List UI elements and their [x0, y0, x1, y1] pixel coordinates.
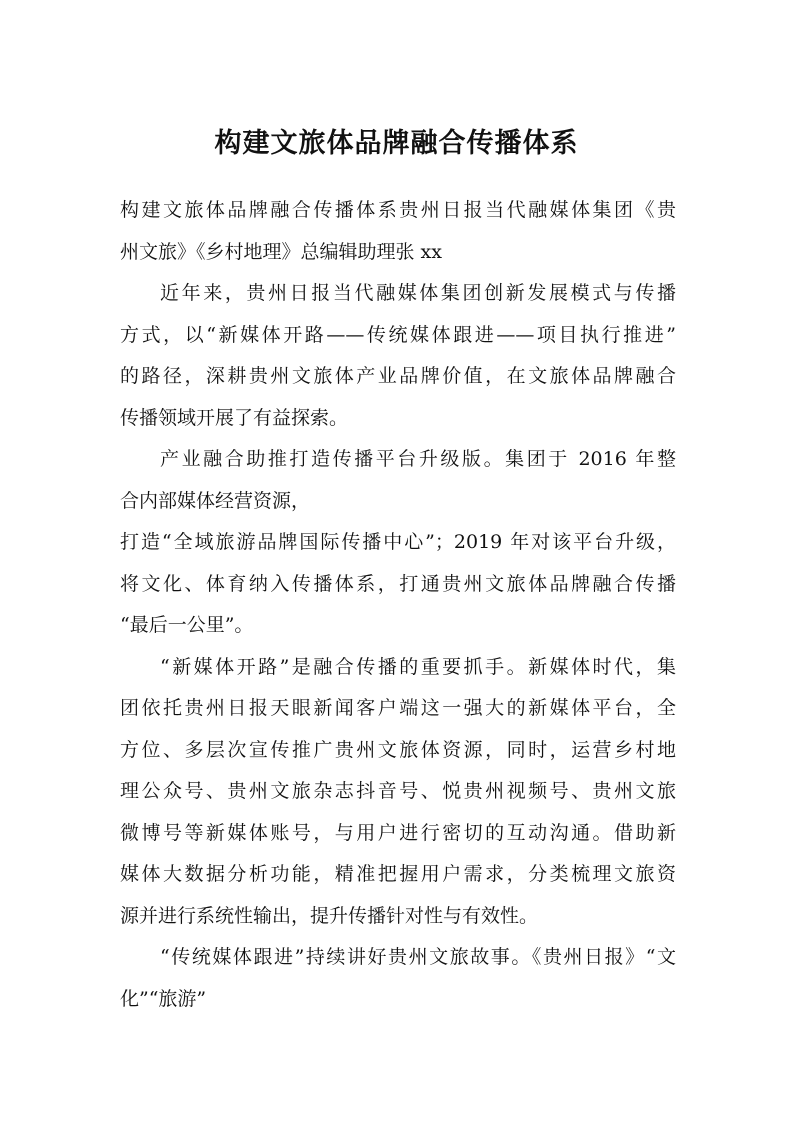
paragraph-line: 理公众号、贵州文旅杂志抖音号、悦贵州视频号、贵州文旅	[120, 780, 676, 802]
paragraph-line: “传统媒体跟进”持续讲好贵州文旅故事。《贵州日报》“文	[160, 946, 676, 968]
paragraph-line: 的路径，深耕贵州文旅体产业品牌价值，在文旅体品牌融合	[120, 365, 676, 387]
paragraph-line: 构建文旅体品牌融合传播体系贵州日报当代融媒体集团《贵	[120, 199, 676, 221]
paragraph-line: 近年来，贵州日报当代融媒体集团创新发展模式与传播	[160, 282, 676, 304]
paragraph-line: 将文化、体育纳入传播体系，打通贵州文旅体品牌融合传播	[120, 572, 676, 595]
paragraph-line: 方位、多层次宣传推广贵州文旅体资源，同时，运营乡村地	[120, 738, 676, 761]
paragraph-line: 团依托贵州日报天眼新闻客户端这一强大的新媒体平台，全	[120, 697, 676, 719]
document-title: 构建文旅体品牌融合传播体系	[214, 128, 579, 159]
paragraph-line: 传播领域开展了有益探索。	[120, 406, 349, 429]
paragraph-line: 源并进行系统性输出，提升传播针对性与有效性。	[120, 904, 539, 927]
paragraph-line: 州文旅》《乡村地理》总编辑助理张 xx	[120, 240, 442, 263]
paragraph-line: 化”“旅游”	[120, 987, 207, 1010]
paragraph-line: 合内部媒体经营资源，	[120, 489, 311, 512]
paragraph-line: 打造“全域旅游品牌国际传播中心”；2019 年对该平台升级，	[120, 531, 676, 553]
paragraph-line: 方式，以“新媒体开路——传统媒体跟进——项目执行推进”	[120, 323, 676, 346]
paragraph-line: 媒体大数据分析功能，精准把握用户需求，分类梳理文旅资	[120, 863, 676, 885]
paragraph-line: “新媒体开路”是融合传播的重要抓手。新媒体时代，集	[160, 655, 676, 678]
paragraph-line: 微博号等新媒体账号，与用户进行密切的互动沟通。借助新	[120, 821, 676, 844]
paragraph-line: 产业融合助推打造传播平台升级版。集团于 2016 年整	[160, 448, 676, 470]
document-body	[120, 190, 676, 1020]
paragraph-line: “最后一公里”。	[120, 614, 254, 636]
